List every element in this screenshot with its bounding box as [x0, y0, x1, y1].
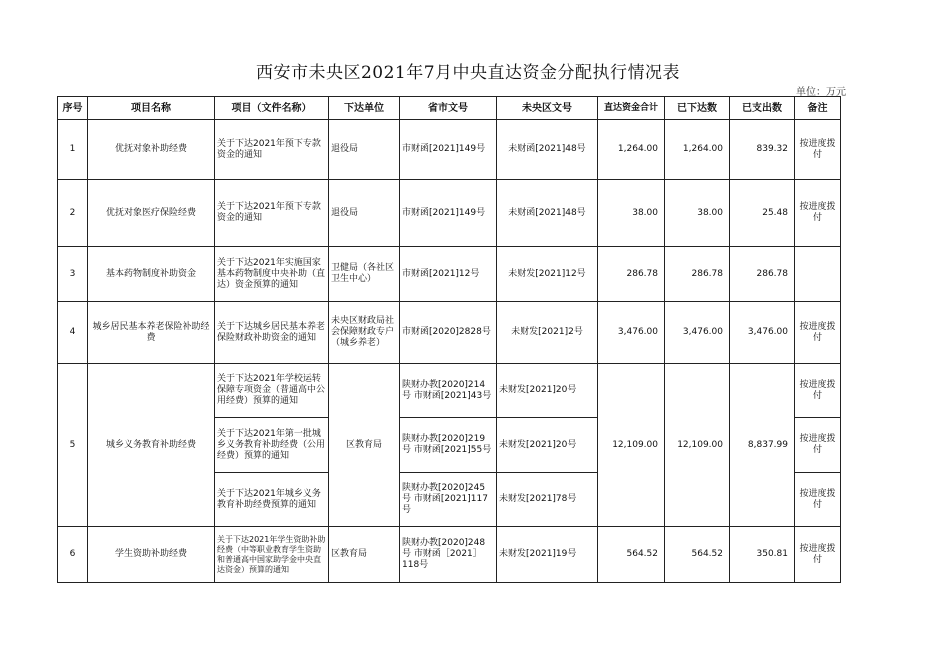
cell-dept: 区教育局 — [329, 527, 400, 583]
cell-issued: 3,476.00 — [665, 302, 730, 364]
table-row — [58, 364, 841, 418]
table-row — [58, 180, 841, 247]
cell-remark: 按进度拨付 — [795, 120, 841, 180]
cell-prov-doc: 市财函[2020]2828号 — [400, 302, 497, 364]
cell-no: 3 — [58, 247, 88, 302]
cell-project: 基本药物制度补助资金 — [88, 247, 215, 302]
cell-project: 城乡居民基本养老保险补助经费 — [88, 302, 215, 364]
cell-spent: 286.78 — [730, 247, 795, 302]
cell-doc: 关于下达2021年学生资助补助经费（中等职业教育学生资助和普通高中国家助学金中央直达资金）预算的通知 — [215, 527, 329, 583]
cell-prov-doc: 市财函[2021]149号 — [400, 180, 497, 247]
cell-no: 5 — [58, 364, 88, 527]
cell-district-doc: 未财函[2021]48号 — [497, 180, 598, 247]
cell-project: 城乡义务教育补助经费 — [88, 364, 215, 527]
cell-no: 2 — [58, 180, 88, 247]
cell-issued: 12,109.00 — [665, 364, 730, 527]
cell-dept: 退役局 — [329, 180, 400, 247]
header-row — [58, 97, 841, 120]
header-dept: 下达单位 — [329, 97, 400, 120]
cell-prov-doc: 陕财办教[2020]248号 市财函［2021］118号 — [400, 527, 497, 583]
table-row — [58, 302, 841, 364]
cell-issued: 564.52 — [665, 527, 730, 583]
cell-prov-doc: 市财函[2021]12号 — [400, 247, 497, 302]
header-project: 项目名称 — [88, 97, 215, 120]
table-row — [58, 247, 841, 302]
header-doc: 项目（文件名称） — [215, 97, 329, 120]
cell-dept: 卫健局（各社区卫生中心） — [329, 247, 400, 302]
header-remark: 备注 — [795, 97, 841, 120]
header-issued: 已下达数 — [665, 97, 730, 120]
cell-doc: 关于下达2021年预下专款资金的通知 — [215, 180, 329, 247]
cell-project: 优抚对象补助经费 — [88, 120, 215, 180]
header-total: 直达资金合计 — [598, 97, 665, 120]
cell-doc: 关于下达2021年学校运转保障专项资金（普通高中公用经费）预算的通知 — [215, 364, 329, 418]
cell-remark: 按进度拨付 — [795, 418, 841, 473]
cell-doc: 关于下达2021年第一批城乡义务教育补助经费（公用经费）预算的通知 — [215, 418, 329, 473]
header-prov-doc: 省市文号 — [400, 97, 497, 120]
cell-issued: 1,264.00 — [665, 120, 730, 180]
cell-project: 优抚对象医疗保险经费 — [88, 180, 215, 247]
cell-district-doc: 未财发[2021]2号 — [497, 302, 598, 364]
cell-total: 1,264.00 — [598, 120, 665, 180]
cell-total: 12,109.00 — [598, 364, 665, 527]
cell-spent: 350.81 — [730, 527, 795, 583]
cell-total: 564.52 — [598, 527, 665, 583]
allocation-table — [57, 96, 841, 583]
cell-spent: 839.32 — [730, 120, 795, 180]
cell-district-doc: 未财发[2021]19号 — [497, 527, 598, 583]
page-title: 西安市未央区2021年7月中央直达资金分配执行情况表 — [255, 63, 681, 83]
cell-doc: 关于下达2021年实施国家基本药物制度中央补助（直达）资金预算的通知 — [215, 247, 329, 302]
table-row — [58, 527, 841, 583]
cell-district-doc: 未财发[2021]78号 — [497, 473, 598, 527]
cell-remark — [795, 247, 841, 302]
cell-dept: 退役局 — [329, 120, 400, 180]
cell-no: 1 — [58, 120, 88, 180]
cell-remark: 按进度拨付 — [795, 364, 841, 418]
cell-no: 6 — [58, 527, 88, 583]
cell-prov-doc: 陕财办教[2020]219号 市财函[2021]55号 — [400, 418, 497, 473]
cell-total: 286.78 — [598, 247, 665, 302]
cell-doc: 关于下达2021年预下专款资金的通知 — [215, 120, 329, 180]
table-row — [58, 120, 841, 180]
unit-label: 单位：万元 — [796, 87, 846, 98]
cell-district-doc: 未财发[2021]12号 — [497, 247, 598, 302]
cell-district-doc: 未财发[2021]20号 — [497, 364, 598, 418]
cell-spent: 8,837.99 — [730, 364, 795, 527]
cell-no: 4 — [58, 302, 88, 364]
cell-prov-doc: 市财函[2021]149号 — [400, 120, 497, 180]
cell-doc: 关于下达2021年城乡义务教育补助经费预算的通知 — [215, 473, 329, 527]
cell-spent: 25.48 — [730, 180, 795, 247]
cell-prov-doc: 陕财办教[2020]214号 市财函[2021]43号 — [400, 364, 497, 418]
cell-district-doc: 未财发[2021]20号 — [497, 418, 598, 473]
cell-issued: 38.00 — [665, 180, 730, 247]
cell-total: 38.00 — [598, 180, 665, 247]
cell-remark: 按进度拨付 — [795, 302, 841, 364]
header-spent: 已支出数 — [730, 97, 795, 120]
cell-prov-doc: 陕财办教[2020]245号 市财函[2021]117号 — [400, 473, 497, 527]
cell-project: 学生资助补助经费 — [88, 527, 215, 583]
cell-remark: 按进度拨付 — [795, 180, 841, 247]
cell-district-doc: 未财函[2021]48号 — [497, 120, 598, 180]
cell-spent: 3,476.00 — [730, 302, 795, 364]
cell-dept: 区教育局 — [329, 364, 400, 527]
cell-issued: 286.78 — [665, 247, 730, 302]
cell-doc: 关于下达城乡居民基本养老保险财政补助资金的通知 — [215, 302, 329, 364]
header-district-doc: 未央区文号 — [497, 97, 598, 120]
cell-total: 3,476.00 — [598, 302, 665, 364]
cell-remark: 按进度拨付 — [795, 473, 841, 527]
cell-remark: 按进度拨付 — [795, 527, 841, 583]
header-no: 序号 — [58, 97, 88, 120]
cell-dept: 未央区财政局社会保障财政专户（城乡养老） — [329, 302, 400, 364]
